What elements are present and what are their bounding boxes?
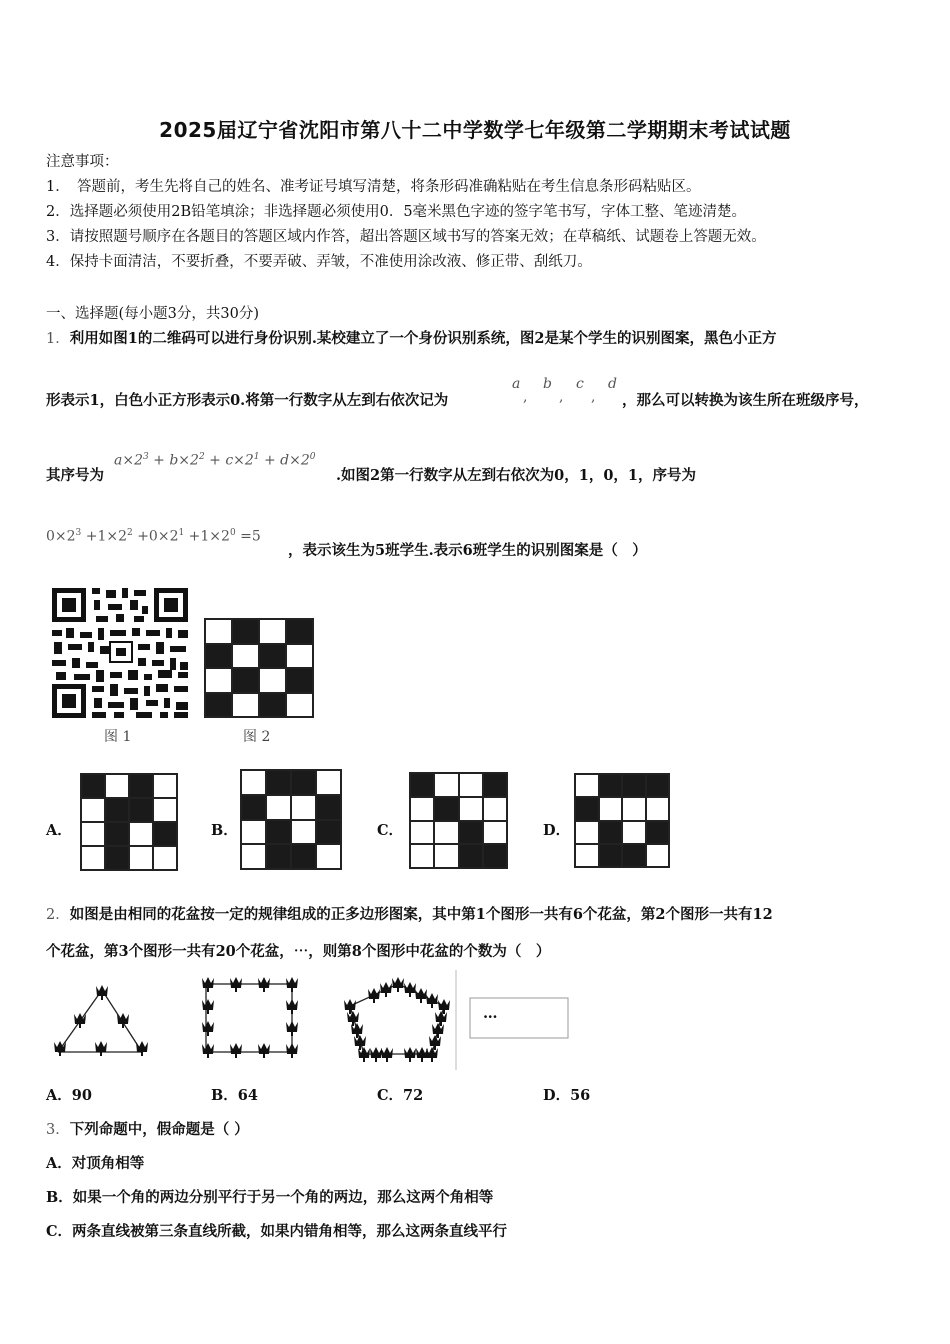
q3-number: 3． (46, 1122, 70, 1138)
var-a: a (512, 376, 521, 392)
pattern-cell-A-2-3 (153, 822, 177, 846)
option-b-pattern[interactable] (240, 769, 342, 870)
pattern-cell-D-0-2 (622, 774, 646, 797)
pattern-cell-A-1-3 (153, 798, 177, 822)
page-title: 2025届辽宁省沈阳市第八十二中学数学七年级第二学期期末考试试题 (159, 118, 791, 142)
pattern-cell-fig2-3-0 (205, 693, 232, 718)
pattern-cell-A-1-1 (105, 798, 129, 822)
pattern-cell-B-2-2 (291, 820, 316, 845)
square-figure (202, 977, 298, 1058)
var-d: d (608, 376, 617, 392)
pattern-cell-B-2-1 (266, 820, 291, 845)
pattern-cell-fig2-1-0 (205, 644, 232, 669)
q2-option-c[interactable]: C．72 (377, 1087, 424, 1104)
section-heading: 一、选择题(每小题3分，共30分) (46, 306, 259, 322)
pattern-cell-B-1-1 (266, 795, 291, 820)
pattern-cell-fig2-2-1 (232, 668, 259, 693)
pattern-cell-B-2-0 (241, 820, 266, 845)
pattern-cell-fig2-0-3 (286, 619, 313, 644)
pattern-cell-D-2-0 (575, 821, 599, 844)
pattern-cell-D-1-2 (622, 797, 646, 820)
pattern-cell-fig2-1-3 (286, 644, 313, 669)
pattern-cell-C-1-3 (483, 797, 507, 821)
pattern-cell-D-2-3 (646, 821, 670, 844)
pattern-cell-fig2-1-2 (259, 644, 286, 669)
pattern-cell-A-2-0 (81, 822, 105, 846)
pattern-cell-B-3-0 (241, 844, 266, 869)
pattern-cell-B-1-2 (291, 795, 316, 820)
pattern-cell-A-3-2 (129, 846, 153, 870)
pattern-cell-C-3-0 (410, 844, 434, 868)
pattern-cell-A-2-2 (129, 822, 153, 846)
pattern-cell-C-3-1 (434, 844, 458, 868)
pattern-cell-A-0-3 (153, 774, 177, 798)
pattern-cell-A-2-1 (105, 822, 129, 846)
fig2-caption: 图 2 (243, 729, 271, 745)
pattern-cell-A-0-2 (129, 774, 153, 798)
pattern-cell-fig2-3-1 (232, 693, 259, 718)
pattern-cell-C-2-1 (434, 821, 458, 845)
pattern-cell-A-3-3 (153, 846, 177, 870)
pattern-cell-A-3-0 (81, 846, 105, 870)
q2-line1: 2．如图是由相同的花盆按一定的规律组成的正多边形图案，其中第1个图形一共有6个花盆，第2个图形一共有12 (46, 906, 773, 923)
pattern-cell-D-0-3 (646, 774, 670, 797)
pattern-cell-A-0-1 (105, 774, 129, 798)
pattern-cell-fig2-1-1 (232, 644, 259, 669)
var-b: b (543, 376, 552, 392)
pattern-cell-B-3-2 (291, 844, 316, 869)
pattern-cell-B-0-3 (316, 770, 341, 795)
q3-option-a[interactable]: A．对顶角相等 (46, 1155, 145, 1172)
pattern-cell-A-1-0 (81, 798, 105, 822)
notice-item-1: 1． 答题前，考生先将自己的姓名、准考证号填写清楚，将条形码准确粘贴在考生信息条形码粘贴区。 (46, 179, 701, 195)
q1-line4: ，表示该生为5班学生.表示6班学生的识别图案是（ ） (288, 542, 647, 559)
pattern-cell-D-2-2 (622, 821, 646, 844)
figure-ellipsis: … (483, 1005, 498, 1022)
pattern-cell-D-0-1 (599, 774, 623, 797)
option-c-label[interactable]: C． (377, 822, 404, 839)
q2-option-a[interactable]: A．90 (46, 1087, 92, 1104)
pattern-cell-fig2-2-3 (286, 668, 313, 693)
option-d-pattern[interactable] (574, 773, 670, 868)
pattern-cell-B-3-1 (266, 844, 291, 869)
pattern-cell-D-1-3 (646, 797, 670, 820)
formula-general: $a\times 2^3 + b\times 2^2 + c\times 2^1 + d\times 2^0$ (114, 452, 316, 469)
pattern-cell-B-0-0 (241, 770, 266, 795)
pattern-cell-D-3-2 (622, 844, 646, 867)
q1-number: 1． (46, 331, 70, 347)
pattern-cell-C-3-2 (459, 844, 483, 868)
pattern-cell-C-0-2 (459, 773, 483, 797)
pattern-cell-fig2-0-2 (259, 619, 286, 644)
pattern-cell-C-2-0 (410, 821, 434, 845)
pattern-cell-C-0-3 (483, 773, 507, 797)
q3-stem: 3．下列命题中，假命题是（ ） (46, 1121, 249, 1138)
q1-line3b: .如图2第一行数字从左到右依次为0，1，0，1，序号为 (336, 467, 696, 484)
pattern-cell-D-1-1 (599, 797, 623, 820)
pattern-cell-B-1-0 (241, 795, 266, 820)
q2-number: 2． (46, 907, 70, 923)
q1-line1: 1．利用如图1的二维码可以进行身份识别.某校建立了一个身份识别系统，图2是某个学生的识别图案，黑色小正方 (46, 330, 777, 347)
notice-item-2: 2．选择题必须使用2B铅笔填涂；非选择题必须使用0．5毫米黑色字迹的签字笔书写，字体工整、笔迹清楚。 (46, 204, 747, 220)
flowerpot-figures (46, 970, 586, 1070)
option-a-pattern[interactable] (80, 773, 178, 871)
pattern-cell-C-0-0 (410, 773, 434, 797)
option-b-label[interactable]: B． (211, 822, 238, 839)
q2-option-d[interactable]: D．56 (543, 1087, 591, 1104)
pattern-cell-fig2-3-2 (259, 693, 286, 718)
notice-heading: 注意事项： (46, 154, 119, 170)
q2-line2: 个花盆，第3个图形一共有20个花盆，⋯，则第8个图形中花盆的个数为（ ） (46, 943, 551, 960)
formula-example: $0\times 2^3 +1\times 2^2 +0\times 2^1 +1\times 2^0 =5$ (46, 528, 261, 545)
q1-line2b: ，那么可以转换为该生所在班级序号， (622, 392, 869, 409)
pattern-cell-C-3-3 (483, 844, 507, 868)
pattern-cell-B-0-1 (266, 770, 291, 795)
fig2-pattern (204, 618, 314, 718)
pattern-cell-B-3-3 (316, 844, 341, 869)
option-a-label[interactable]: A． (46, 822, 72, 839)
pattern-cell-B-1-3 (316, 795, 341, 820)
pattern-cell-C-0-1 (434, 773, 458, 797)
pattern-cell-D-3-3 (646, 844, 670, 867)
pattern-cell-fig2-0-1 (232, 619, 259, 644)
pattern-cell-fig2-3-3 (286, 693, 313, 718)
pattern-cell-D-0-0 (575, 774, 599, 797)
q1-line2a: 形表示1，白色小正方形表示0.将第一行数字从左到右依次记为 (46, 392, 449, 409)
option-c-pattern[interactable] (409, 772, 508, 869)
pattern-cell-D-3-1 (599, 844, 623, 867)
pattern-cell-C-1-0 (410, 797, 434, 821)
var-c: c (576, 376, 584, 392)
q3-option-b[interactable]: B．如果一个角的两边分别平行于另一个角的两边，那么这两个角相等 (46, 1189, 494, 1206)
pattern-cell-B-2-3 (316, 820, 341, 845)
pattern-cell-C-2-3 (483, 821, 507, 845)
qr-code-figure (50, 586, 190, 720)
pattern-cell-B-0-2 (291, 770, 316, 795)
pentagon-figure (344, 977, 450, 1062)
pattern-cell-C-1-2 (459, 797, 483, 821)
notice-item-4: 4．保持卡面清洁，不要折叠，不要弄破、弄皱，不准使用涂改液、修正带、刮纸刀。 (46, 254, 592, 270)
pattern-cell-D-3-0 (575, 844, 599, 867)
pattern-cell-D-2-1 (599, 821, 623, 844)
q2-option-b[interactable]: B．64 (211, 1087, 258, 1104)
pattern-cell-fig2-0-0 (205, 619, 232, 644)
notice-item-3: 3．请按照题号顺序在各题目的答题区域内作答，超出答题区域书写的答案无效；在草稿纸、试题卷上答题无效。 (46, 229, 766, 245)
q1-line3a: 其序号为 (46, 467, 104, 484)
triangle-figure (54, 985, 148, 1056)
pattern-cell-A-3-1 (105, 846, 129, 870)
pattern-cell-fig2-2-2 (259, 668, 286, 693)
pattern-cell-A-1-2 (129, 798, 153, 822)
pattern-cell-A-0-0 (81, 774, 105, 798)
pattern-cell-C-1-1 (434, 797, 458, 821)
q3-option-c[interactable]: C．两条直线被第三条直线所截，如果内错角相等，那么这两条直线平行 (46, 1223, 508, 1240)
pattern-cell-fig2-2-0 (205, 668, 232, 693)
fig1-caption: 图 1 (104, 729, 132, 745)
pattern-cell-C-2-2 (459, 821, 483, 845)
pattern-cell-D-1-0 (575, 797, 599, 820)
option-d-label[interactable]: D． (543, 822, 571, 839)
